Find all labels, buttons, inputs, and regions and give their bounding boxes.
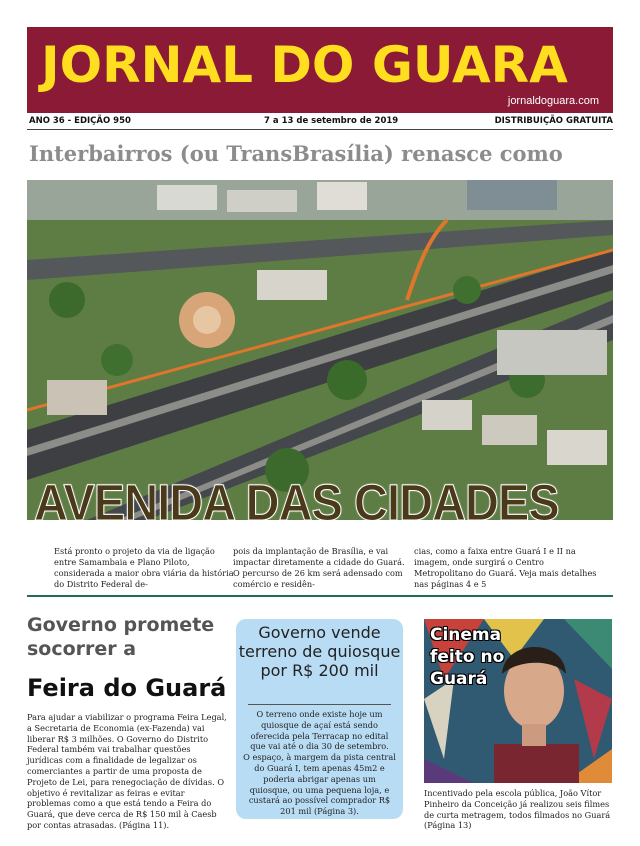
header-divider — [27, 129, 613, 130]
newspaper-url[interactable]: jornaldoguara.com — [507, 95, 599, 107]
main-story-column-2: pois da implantação de Brasília, e vai impactar diretamente a cidade do Guará. O percurso de 26 km será adensado com comércio e residên- — [233, 546, 405, 589]
quiosque-divider — [248, 704, 391, 705]
distribution-note: DISTRIBUIÇÃO GRATUITA — [494, 116, 613, 126]
avenue-illustration — [27, 180, 613, 520]
feira-headline[interactable]: Feira do Guará — [27, 674, 227, 702]
quiosque-story-box[interactable] — [236, 619, 403, 819]
governo-story-body: Para ajudar a viabilizar o programa Feira Legal, a Secretaria de Economia (ex-Fazenda) vai liberar R$ 3 milhões. O Governo do Distrito Federal também vai trabalhar questões jurídicas com a finalidade de legalizar os comerciantes a partir de uma proposta de Projeto de Lei, para renegociação de dívidas. O objetivo é revitalizar as feiras e evitar problemas como a que está tendo a Feira do Guará, que deve cerca de R$ 150 mil à Caesb por contas atrasadas. (Página 11). — [27, 712, 227, 830]
quiosque-paragraph-1: O terreno onde existe hoje um quiosque de açaí está sendo oferecida pela Terracap no edital que vai até o dia 30 de setembro. — [250, 709, 389, 752]
edition-number: ANO 36 - EDIÇÃO 950 — [29, 116, 131, 126]
edition-infobar — [27, 114, 613, 128]
avenue-aerial-photo[interactable] — [27, 180, 613, 520]
quiosque-headline[interactable]: Governo vende terreno de quiosque por R$ 200 mil — [238, 623, 401, 680]
main-story-column-3: cias, como a faixa entre Guará I e II na imagem, onde surgirá o Centro Metropolitano do Guará. Veja mais detalhes nas páginas 4 e 5 — [414, 546, 597, 589]
photo-caption-title: AVENIDA DAS CIDADES — [34, 474, 559, 531]
quiosque-story-body — [242, 709, 397, 817]
cinema-headline[interactable]: Cinema feito no Guará — [430, 625, 505, 689]
edition-date: 7 a 13 de setembro de 2019 — [264, 116, 399, 126]
main-story-column-1: Está pronto o projeto da via de ligação entre Samambaia e Plano Piloto, considerada a maior obra viária da história do Distrito Federal de- — [54, 546, 234, 589]
masthead — [27, 27, 613, 113]
governo-headline[interactable]: Governo promete socorrer a — [27, 614, 215, 660]
main-headline[interactable]: Interbairros (ou TransBrasília) renasce como — [29, 141, 563, 166]
section-divider — [27, 595, 613, 597]
newspaper-title: JORNAL DO GUARA — [41, 36, 568, 94]
cinema-story-body: Incentivado pela escola pública, João Vítor Pinheiro da Conceição já realizou seis filmes de curta metragem, todos filmados no Guará (Página 13) — [424, 788, 611, 831]
quiosque-paragraph-2: O espaço, à margem da pista central do Guará I, tem apenas 45m2 e poderia abrigar apenas um quiosque, ou uma pequena loja, e custará ao possível comprador R$ 201 mil (Página 3). — [243, 752, 396, 817]
